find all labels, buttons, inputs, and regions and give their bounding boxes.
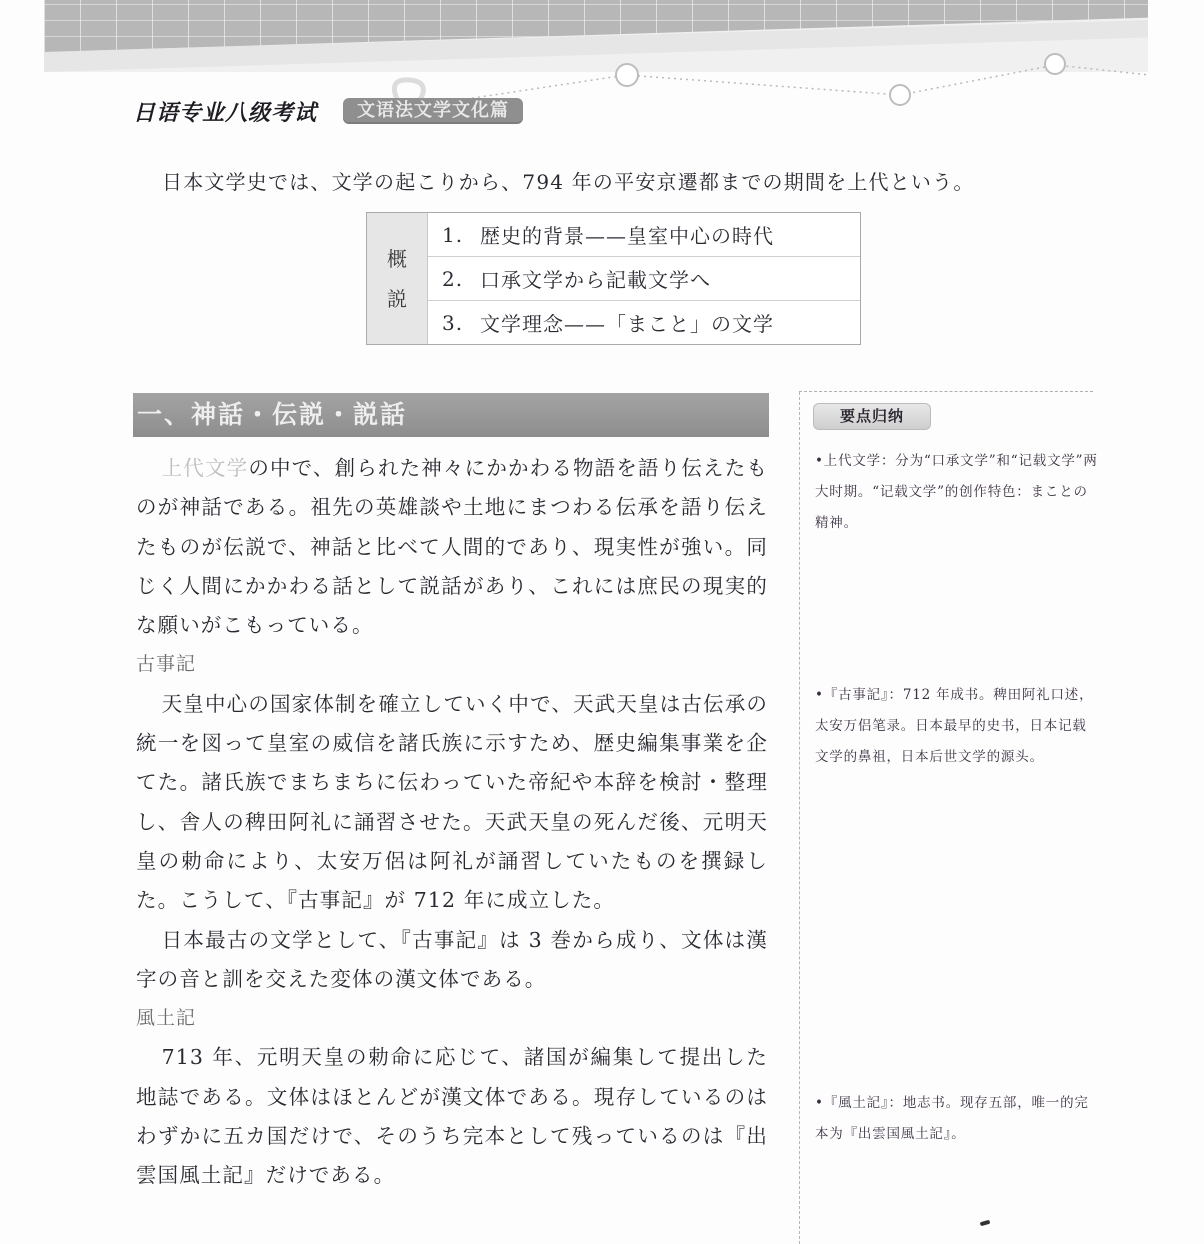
- overview-row: [428, 301, 860, 344]
- sidebar-top-divider: [799, 391, 1093, 392]
- overview-table: [366, 212, 861, 345]
- overview-row: [428, 257, 860, 301]
- intro-sentence: 日本文学史では、文学の起こりから、794 年の平安京遷都までの期間を上代という。: [162, 170, 975, 194]
- decorative-circle-icon: [890, 85, 910, 105]
- scan-mark: [980, 1220, 991, 1226]
- decorative-circle-icon: [616, 64, 638, 86]
- paragraph-kojiki-2: 日本最古の文学として、『古事記』は 3 巻から成り、文体は漢字の音と訓を交えた変体の漢文体である。: [136, 927, 768, 991]
- overview-row: [428, 213, 860, 257]
- sidebar-note-jodai: •上代文学：分为“口承文学”和“记载文学”两大时期。“记载文学”的创作特色：まことの精神。: [815, 453, 1098, 531]
- overview-rows: [428, 213, 860, 344]
- sidebar-title-badge: 要点归纳: [813, 403, 931, 430]
- overview-row-number: 1.: [442, 222, 464, 247]
- running-header: [133, 94, 523, 128]
- overview-row-text: 口承文学から記載文学へ: [480, 268, 711, 292]
- overview-row-number: 2.: [442, 266, 464, 291]
- paragraph-kojiki-1: 天皇中心の国家体制を確立していく中で、天武天皇は古伝承の統一を図って皇室の威信を諸氏族に示すため、歴史編集事業を企てた。諸氏族でまちまちに伝わっていた帝紀や本辞を検討・整理し、舎人の稗田阿礼に誦習させた。天武天皇の死んだ後、元明天皇の勅命により、太安万侶は阿礼が誦習していたものを撰録した。こうして、『古事記』が 712 年に成立した。: [136, 691, 768, 913]
- decorative-circle-icon: [1045, 54, 1065, 74]
- paragraph-text: の中で、創られた神々にかかわる物語を語り伝えたものが神話である。祖先の英雄談や土地にまつわる伝承を語り伝えたものが伝説で、神話と比べて人間的であり、現実性が強い。同じく人間にかかわる話として説話があり、これには庶民の現実的な願いがこもっている。: [136, 456, 768, 638]
- subsection-title-kojiki: 古事記: [136, 653, 197, 676]
- sidebar-note-fudoki: •『風土記』：地志书。现存五部，唯一的完本为『出雲国風土記』。: [815, 1095, 1089, 1142]
- paragraph-fudoki: 713 年、元明天皇の勅命に応じて、諸国が編集して提出した地誌である。文体はほとんどが漢文体である。現存しているのはわずかに五カ国だけで、そのうち完本として残っているのは『出雲国風土記』だけである。: [136, 1045, 768, 1188]
- section-label-badge: 文语法文学文化篇: [343, 98, 523, 124]
- paragraph-myths: [136, 449, 768, 645]
- faded-text: 上代文学: [161, 456, 249, 480]
- overview-row-text: 歴史的背景——皇室中心の時代: [480, 224, 774, 248]
- sidebar-note-kojiki: •『古事記』：712 年成书。稗田阿礼口述，太安万侣笔录。日本最早的史书，日本记载文学的鼻祖，日本后世文学的源头。: [815, 687, 1094, 765]
- overview-side-char: 説: [387, 286, 407, 311]
- subsection-title-fudoki: 風土記: [136, 1007, 197, 1030]
- overview-side-label: [367, 213, 428, 344]
- sidebar-divider: [799, 392, 800, 1244]
- overview-side-char: 概: [387, 246, 407, 271]
- section-heading: 一、神話・伝説・説話: [133, 393, 769, 437]
- overview-row-text: 文学理念——「まこと」の文学: [480, 312, 774, 336]
- main-body: [136, 449, 768, 1196]
- overview-row-number: 3.: [442, 310, 464, 335]
- book-title: 日语专业八级考试: [133, 99, 318, 126]
